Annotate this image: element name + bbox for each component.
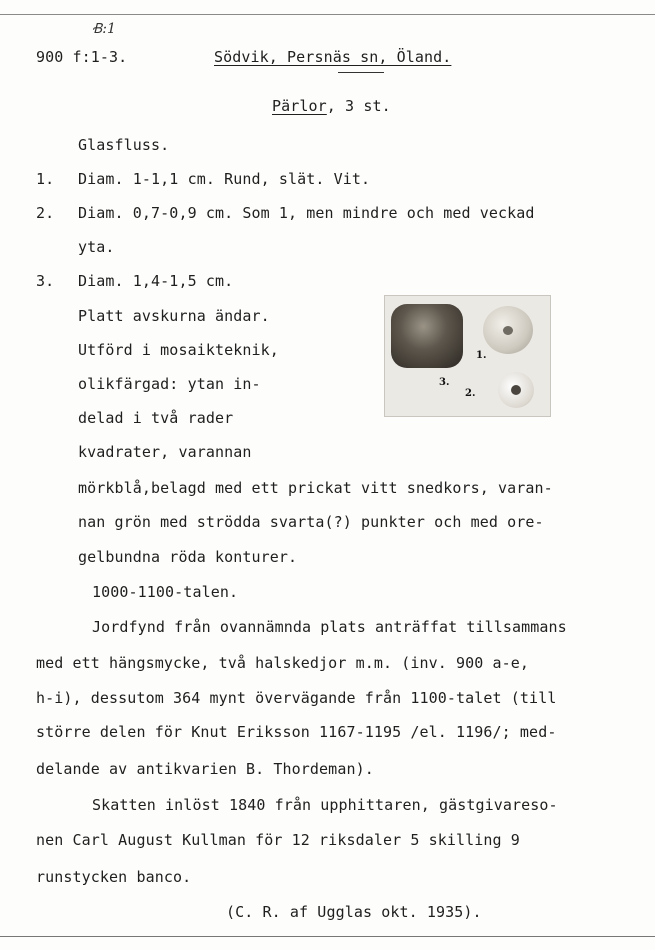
photo-label-2: 2. [465, 388, 476, 399]
description-line: olikfärgad: ytan in- [78, 375, 261, 393]
photo-label-1: 1. [476, 350, 487, 361]
item-description: Diam. 1-1,1 cm. Rund, slät. Vit. [78, 170, 371, 188]
dating: 1000-1100-talen. [92, 583, 239, 601]
handwritten-mark: Ꞗ:1 [92, 21, 117, 37]
card-top-edge [0, 14, 655, 15]
photo-label-3: 3. [439, 377, 450, 388]
object-heading [272, 97, 391, 115]
object-count: , 3 st. [326, 97, 391, 115]
find-location: Södvik, Persnäs sn, Öland. [214, 48, 452, 66]
item-number: 3. [36, 272, 55, 290]
acquisition-line: nen Carl August Kullman för 12 riksdaler 5 skilling 9 [36, 831, 520, 849]
find-context-line: delande av antikvarien B. Thordeman). [36, 760, 374, 778]
inventory-number: 900 f:1-3. [36, 48, 128, 66]
acquisition-line: runstycken banco. [36, 868, 192, 886]
description-line: gelbundna röda konturer. [78, 548, 298, 566]
item-number: 2. [36, 204, 55, 222]
find-context-line: h-i), dessutom 364 mynt övervägande från 1100-talet (till [36, 689, 557, 707]
object-title: Pärlor [272, 97, 327, 115]
description-line: kvadrater, varannan [78, 443, 252, 461]
item-description-cont: yta. [78, 238, 115, 256]
find-context-line: med ett hängsmycke, två halskedjor m.m. (inv. 900 a-e, [36, 654, 530, 672]
description-line: Platt avskurna ändar. [78, 307, 270, 325]
bead-image-1 [483, 306, 533, 354]
acquisition-line: Skatten inlöst 1840 från upphittaren, gästgivareso- [92, 796, 558, 814]
item-description: Diam. 1,4-1,5 cm. [78, 272, 234, 290]
material: Glasfluss. [78, 136, 170, 154]
signature: (C. R. af Ugglas okt. 1935). [226, 903, 482, 921]
description-line: nan grön med strödda svarta(?) punkter och med ore- [78, 513, 544, 531]
description-line: delad i två rader [78, 409, 234, 427]
find-context-line: större delen för Knut Eriksson 1167-1195 /el. 1196/; med- [36, 723, 557, 741]
description-line: mörkblå,belagd med ett prickat vitt snedkors, varan- [78, 479, 553, 497]
card-bottom-edge [0, 936, 655, 937]
bead-image-3 [391, 304, 463, 368]
location-underline-mark [338, 72, 384, 73]
item-description: Diam. 0,7-0,9 cm. Som 1, men mindre och med veckad [78, 204, 535, 222]
item-number: 1. [36, 170, 55, 188]
bead-image-2 [498, 372, 534, 408]
beads-photograph [384, 295, 551, 417]
description-line: Utförd i mosaikteknik, [78, 341, 279, 359]
find-context-line: Jordfynd från ovannämnda plats anträffat tillsammans [92, 618, 567, 636]
